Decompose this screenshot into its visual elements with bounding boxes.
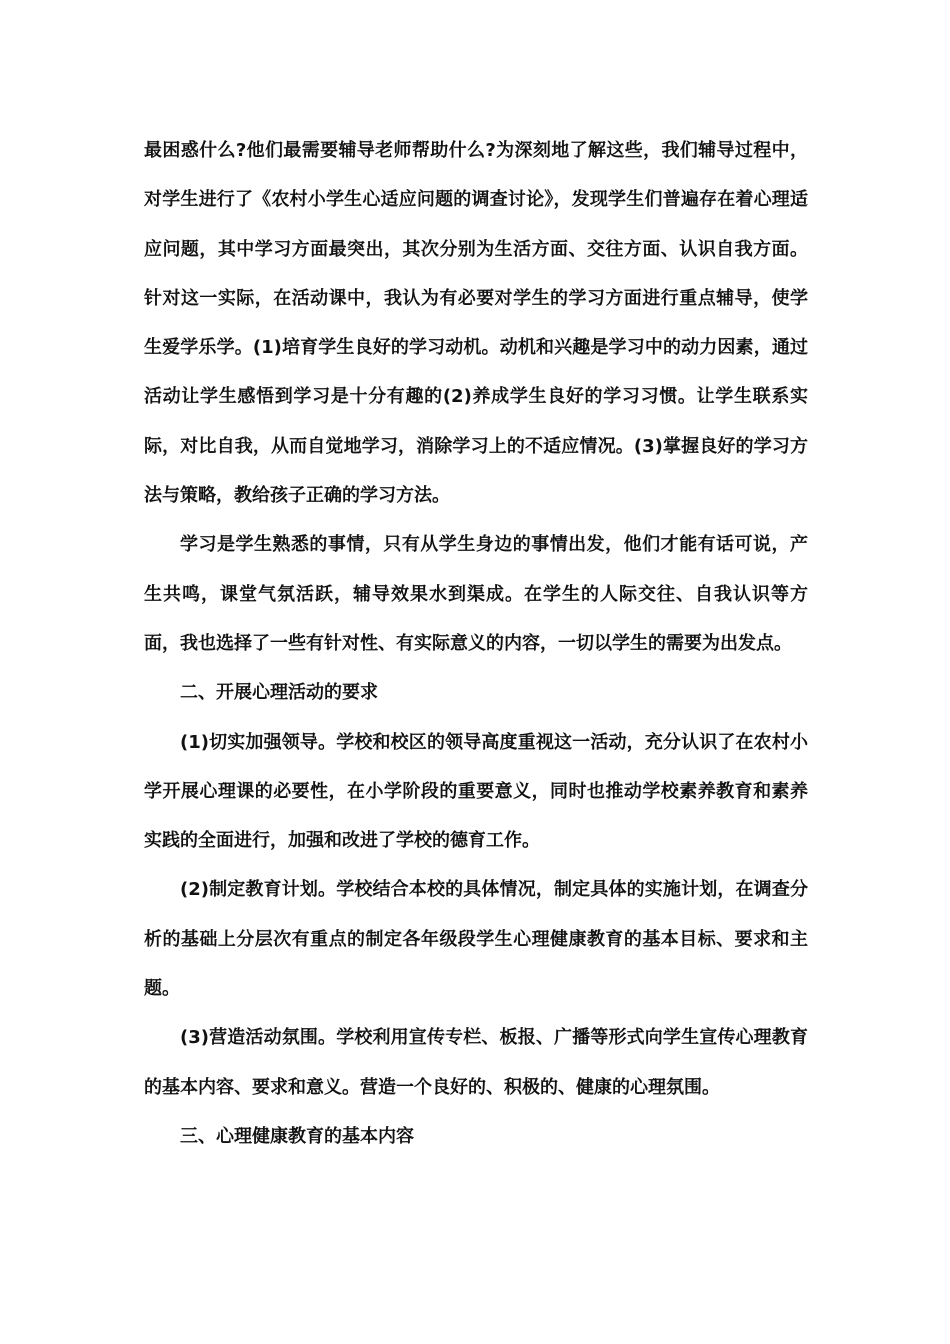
section-heading-requirements: 二、开展心理活动的要求 [180,682,378,704]
paragraph-atmosphere: (3)营造活动氛围。学校利用宣传专栏、板报、广播等形式向学生宣传心理教育的基本内容、要求和意义。营造一个良好的、积极的、健康的心理氛围。 [144,1027,808,1098]
paragraph-learning-issues: 最困惑什么?他们最需要辅导老师帮助什么?为深刻地了解这些，我们辅导过程中，对学生进行了《农村小学生心适应问题的调查讨论》，发现学生们普遍存在着心理适应问题，其中学习方面最突出，其次分别为生活方面、交往方面、认识自我方面。针对这一实际，在活动课中，我认为有必要对学生的学习方面进行重点辅导，使学生爱学乐学。(1)培育学生良好的学习动机。动机和兴趣是学习中的动力因素，通过活动让学生感悟到学习是十分有趣的(2)养成学生良好的学习习惯。让学生联系实际，对比自我，从而自觉地学习，消除学习上的不适应情况。(3)掌握良好的学习方法与策略，教给孩子正确的学习方法。 [144,140,808,507]
paragraph-learning-familiar: 学习是学生熟悉的事情，只有从学生身边的事情出发，他们才能有话可说，产生共鸣，课堂气氛活跃，辅导效果水到渠成。在学生的人际交往、自我认识等方面，我也选择了一些有针对性、有实际意义的内容，一切以学生的需要为出发点。 [144,534,808,654]
document-body [144,126,808,1161]
paragraph-education-plan: (2)制定教育计划。学校结合本校的具体情况，制定具体的实施计划，在调查分析的基础上分层次有重点的制定各年级段学生心理健康教育的基本目标、要求和主题。 [144,879,808,1000]
section-heading-basic-content: 三、心理健康教育的基本内容 [180,1125,414,1147]
paragraph-leadership: (1)切实加强领导。学校和校区的领导高度重视这一活动，充分认识了在农村小学开展心理课的必要性，在小学阶段的重要意义，同时也推动学校素养教育和素养实践的全面进行，加强和改进了学校的德育工作。 [144,731,808,852]
